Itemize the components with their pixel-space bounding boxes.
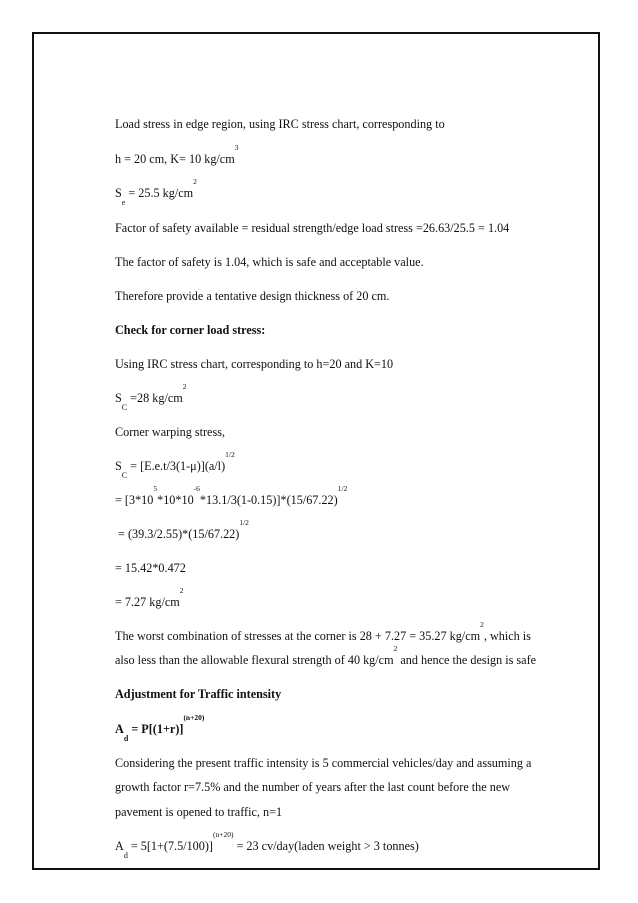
corner-stress-value	[115, 382, 187, 412]
corner-stress-intro: Using IRC stress chart, corresponding to h=20 and K=10	[115, 357, 394, 371]
text: *13.1/3(1-0.15)]*(15/67.22)	[199, 493, 338, 507]
superscript: 2	[393, 644, 398, 653]
worst-combination-line1	[115, 620, 531, 644]
subscript: C	[121, 471, 128, 480]
text: = 5[1+(7.5/100)]	[127, 839, 213, 853]
superscript: 1/2	[239, 518, 249, 527]
text: = 25.5 kg/cm	[125, 186, 194, 200]
warping-result	[115, 586, 184, 610]
factor-of-safety-calc: Factor of safety available = residual strength/edge load stress =26.63/25.5 = 1.04	[115, 221, 510, 235]
text: also less than the allowable flexural strength of 40 kg/cm	[115, 653, 394, 667]
traffic-adjustment-heading: Adjustment for Traffic intensity	[115, 687, 282, 701]
subscript: d	[123, 734, 129, 743]
superscript: -6	[193, 484, 200, 493]
text: = 7.27 kg/cm	[115, 595, 180, 609]
superscript: (n+20)	[183, 713, 205, 722]
text: S	[115, 186, 122, 200]
superscript: 5	[153, 484, 158, 493]
text: = (39.3/2.55)*(15/67.22)	[115, 527, 240, 541]
text: =28 kg/cm	[127, 391, 183, 405]
traffic-text-line1: Considering the present traffic intensity is 5 commercial vehicles/day and assuming a	[115, 756, 532, 770]
superscript: 2	[182, 382, 187, 391]
superscript: (n+20)	[212, 830, 234, 839]
tentative-thickness: Therefore provide a tentative design thickness of 20 cm.	[115, 289, 390, 303]
text: S	[115, 459, 122, 473]
text: = 23 cv/day(laden weight > 3 tonnes)	[233, 839, 419, 853]
edge-stress-intro: Load stress in edge region, using IRC stress chart, corresponding to	[115, 117, 445, 131]
traffic-formula	[115, 713, 205, 743]
subscript: d	[123, 851, 128, 860]
text: *10*10	[157, 493, 194, 507]
factor-of-safety-statement: The factor of safety is 1.04, which is safe and acceptable value.	[115, 255, 424, 269]
thickness-k-value	[115, 143, 239, 167]
worst-combination-line2	[115, 644, 537, 668]
warping-simplified	[115, 518, 249, 542]
superscript: 1/2	[225, 450, 235, 459]
subscript: C	[121, 403, 128, 412]
subscript: e	[121, 198, 126, 207]
traffic-text-line2: growth factor r=7.5% and the number of years after the last count before the new	[115, 780, 511, 794]
warping-substitution	[115, 484, 348, 508]
warping-product: = 15.42*0.472	[115, 561, 186, 575]
text: = [E.e.t/3(1-μ)](a/l)	[127, 459, 226, 473]
text: = P[(1+r)]	[128, 722, 184, 736]
superscript: 3	[234, 143, 239, 152]
superscript: 2	[480, 620, 484, 629]
text: = [3*10	[115, 493, 154, 507]
text: The worst combination of stresses at the corner is 28 + 7.27 = 35.27 kg/cm	[115, 629, 481, 643]
text: A	[115, 839, 124, 853]
traffic-text-line3: pavement is opened to traffic, n=1	[115, 805, 283, 819]
superscript: 2	[193, 177, 197, 186]
superscript: 1/2	[337, 484, 348, 493]
superscript: 2	[179, 586, 184, 595]
warping-formula	[115, 450, 235, 480]
edge-stress-value	[115, 177, 197, 207]
text: h = 20 cm, K= 10 kg/cm	[115, 152, 235, 166]
text: A	[115, 722, 124, 736]
corner-stress-heading: Check for corner load stress:	[115, 323, 266, 337]
text: S	[115, 391, 122, 405]
traffic-result	[115, 830, 419, 860]
corner-warping-label: Corner warping stress,	[115, 425, 226, 439]
text: , which is	[483, 629, 531, 643]
text: and hence the design is safe	[397, 653, 537, 667]
